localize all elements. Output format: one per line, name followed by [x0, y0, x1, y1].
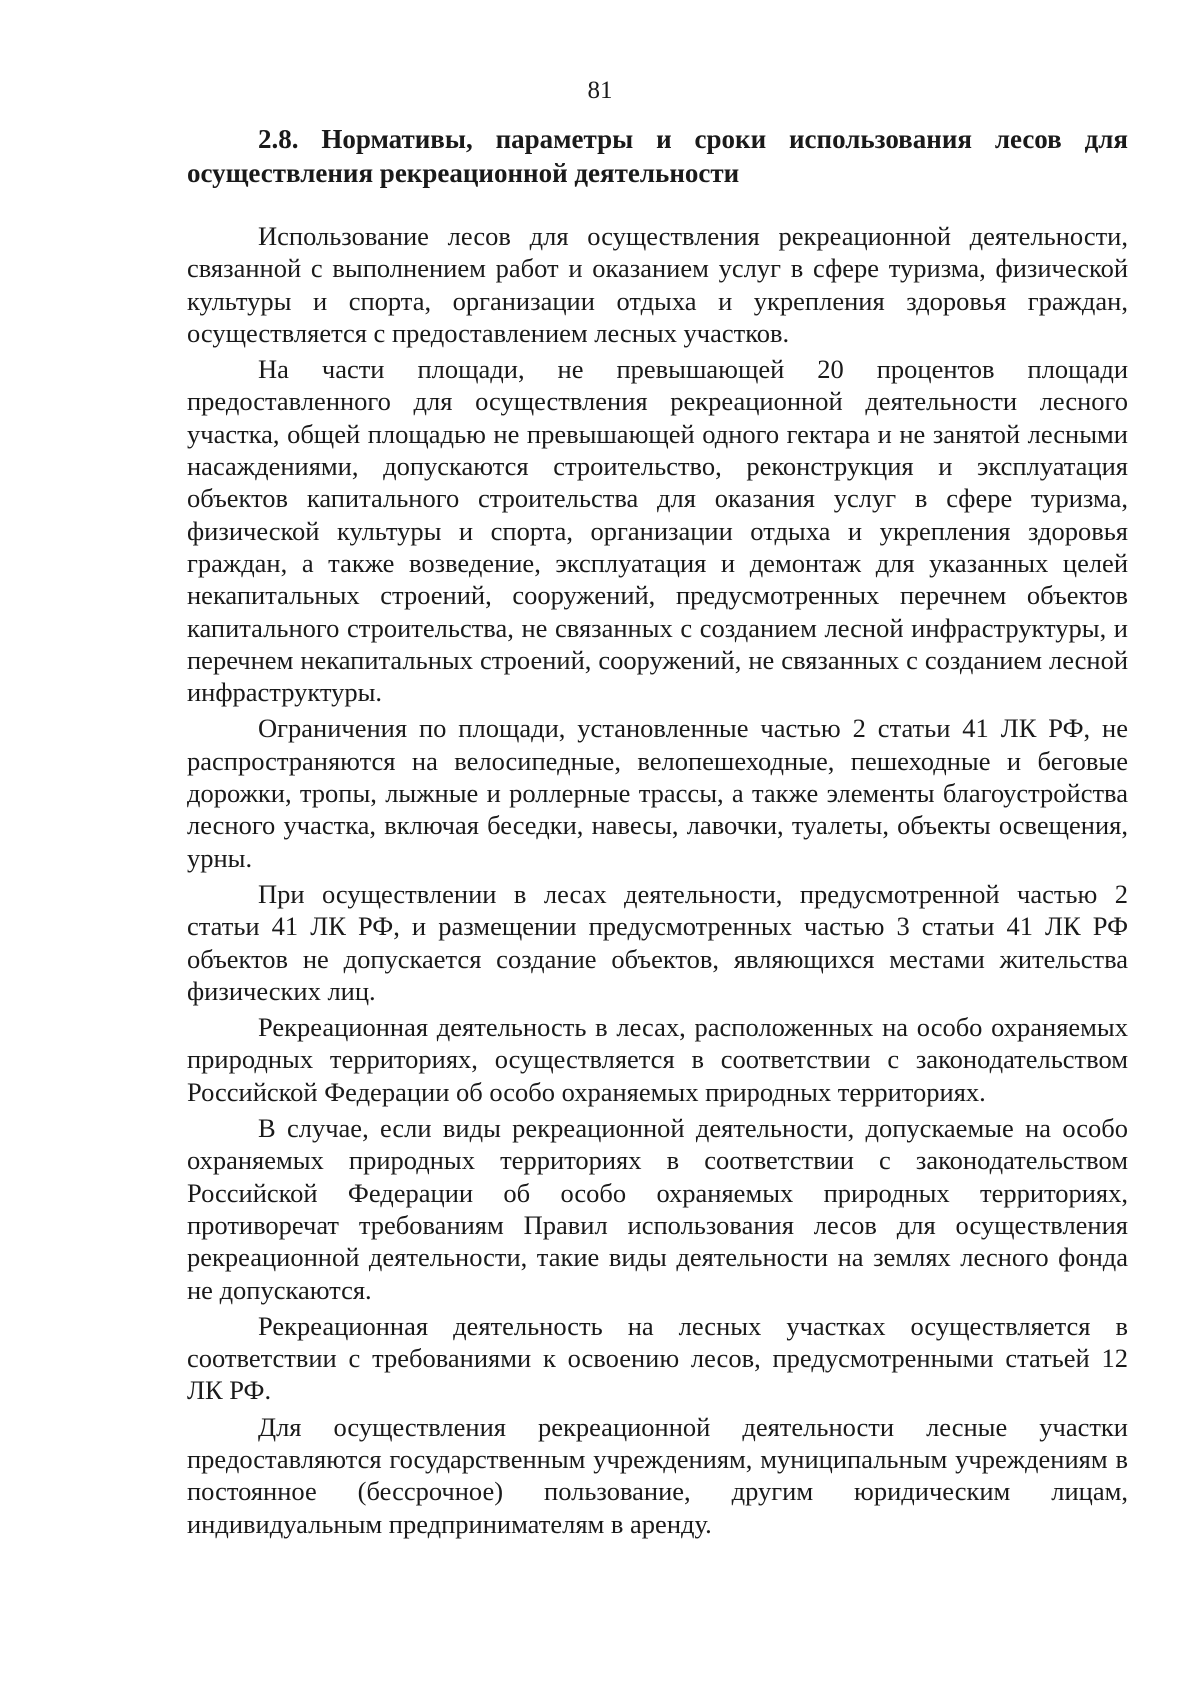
paragraph-4: При осуществлении в лесах деятельности, предусмотренной частью 2 статьи 41 ЛК РФ, и размещении предусмотренных частью 3 статьи 41 ЛК РФ объектов не допускается создание объектов, являющихся местами жительства физических лиц. — [187, 878, 1128, 1006]
paragraph-1: Использование лесов для осуществления рекреационной деятельности, связанной с выполнением работ и оказанием услуг в сфере туризма, физической культуры и спорта, организации отдыха и укрепления здоровья граждан, осуществляется с предоставлением лесных участков. — [187, 221, 1128, 348]
paragraph-3: Ограничения по площади, установленные частью 2 статьи 41 ЛК РФ, не распространяются на велосипедные, велопешеходные, пешеходные и беговые дорожки, тропы, лыжные и роллерные трассы, а также элементы благоустройства лесного участка, включая беседки, навесы, лавочки, туалеты, объекты освещения, урны. — [187, 713, 1128, 873]
paragraph-8: Для осуществления рекреационной деятельности лесные участки предоставляются государственным учреждениям, муниципальным учреждениям в постоянное (бессрочное) пользование, другим юридическим лицам, индивидуальным предпринимателям в аренду. — [187, 1411, 1128, 1539]
section-heading: 2.8. Нормативы, параметры и сроки использования лесов для осуществления рекреационной деятельности — [187, 124, 1128, 188]
page-number: 81 — [587, 77, 613, 104]
paragraph-2: На части площади, не превышающей 20 процентов площади предоставленного для осуществления рекреационной деятельности лесного участка, общей площадью не превышающей одного гектара и не занятой лесными насаждениями, допускаются строительство, реконструкция и эксплуатация объектов капитального строительства для оказания услуг в сфере туризма, физической культуры и спорта, организации отдыха и укрепления здоровья граждан, а также возведение, эксплуатация и демонтаж для указанных целей некапитальных строений, сооружений, предусмотренных перечнем объектов капитального строительства, не связанных с созданием лесной инфраструктуры, и перечнем некапитальных строений, сооружений, не связанных с созданием лесной инфраструктуры. — [187, 354, 1128, 708]
paragraph-6: В случае, если виды рекреационной деятельности, допускаемые на особо охраняемых природных территориях в соответствии с законодательством Российской Федерации об особо охраняемых природных территориях, противоречат требованиям Правил использования лесов для осуществления рекреационной деятельности, такие виды деятельности на землях лесного фонда не допускаются. — [187, 1113, 1128, 1305]
page-content — [187, 122, 1128, 1544]
paragraph-5: Рекреационная деятельность в лесах, расположенных на особо охраняемых природных территориях, осуществляется в соответствии с законодательством Российской Федерации об особо охраняемых природных территориях. — [187, 1012, 1128, 1107]
paragraph-7: Рекреационная деятельность на лесных участках осуществляется в соответствии с требованиями к освоению лесов, предусмотренными статьей 12 ЛК РФ. — [187, 1310, 1128, 1406]
